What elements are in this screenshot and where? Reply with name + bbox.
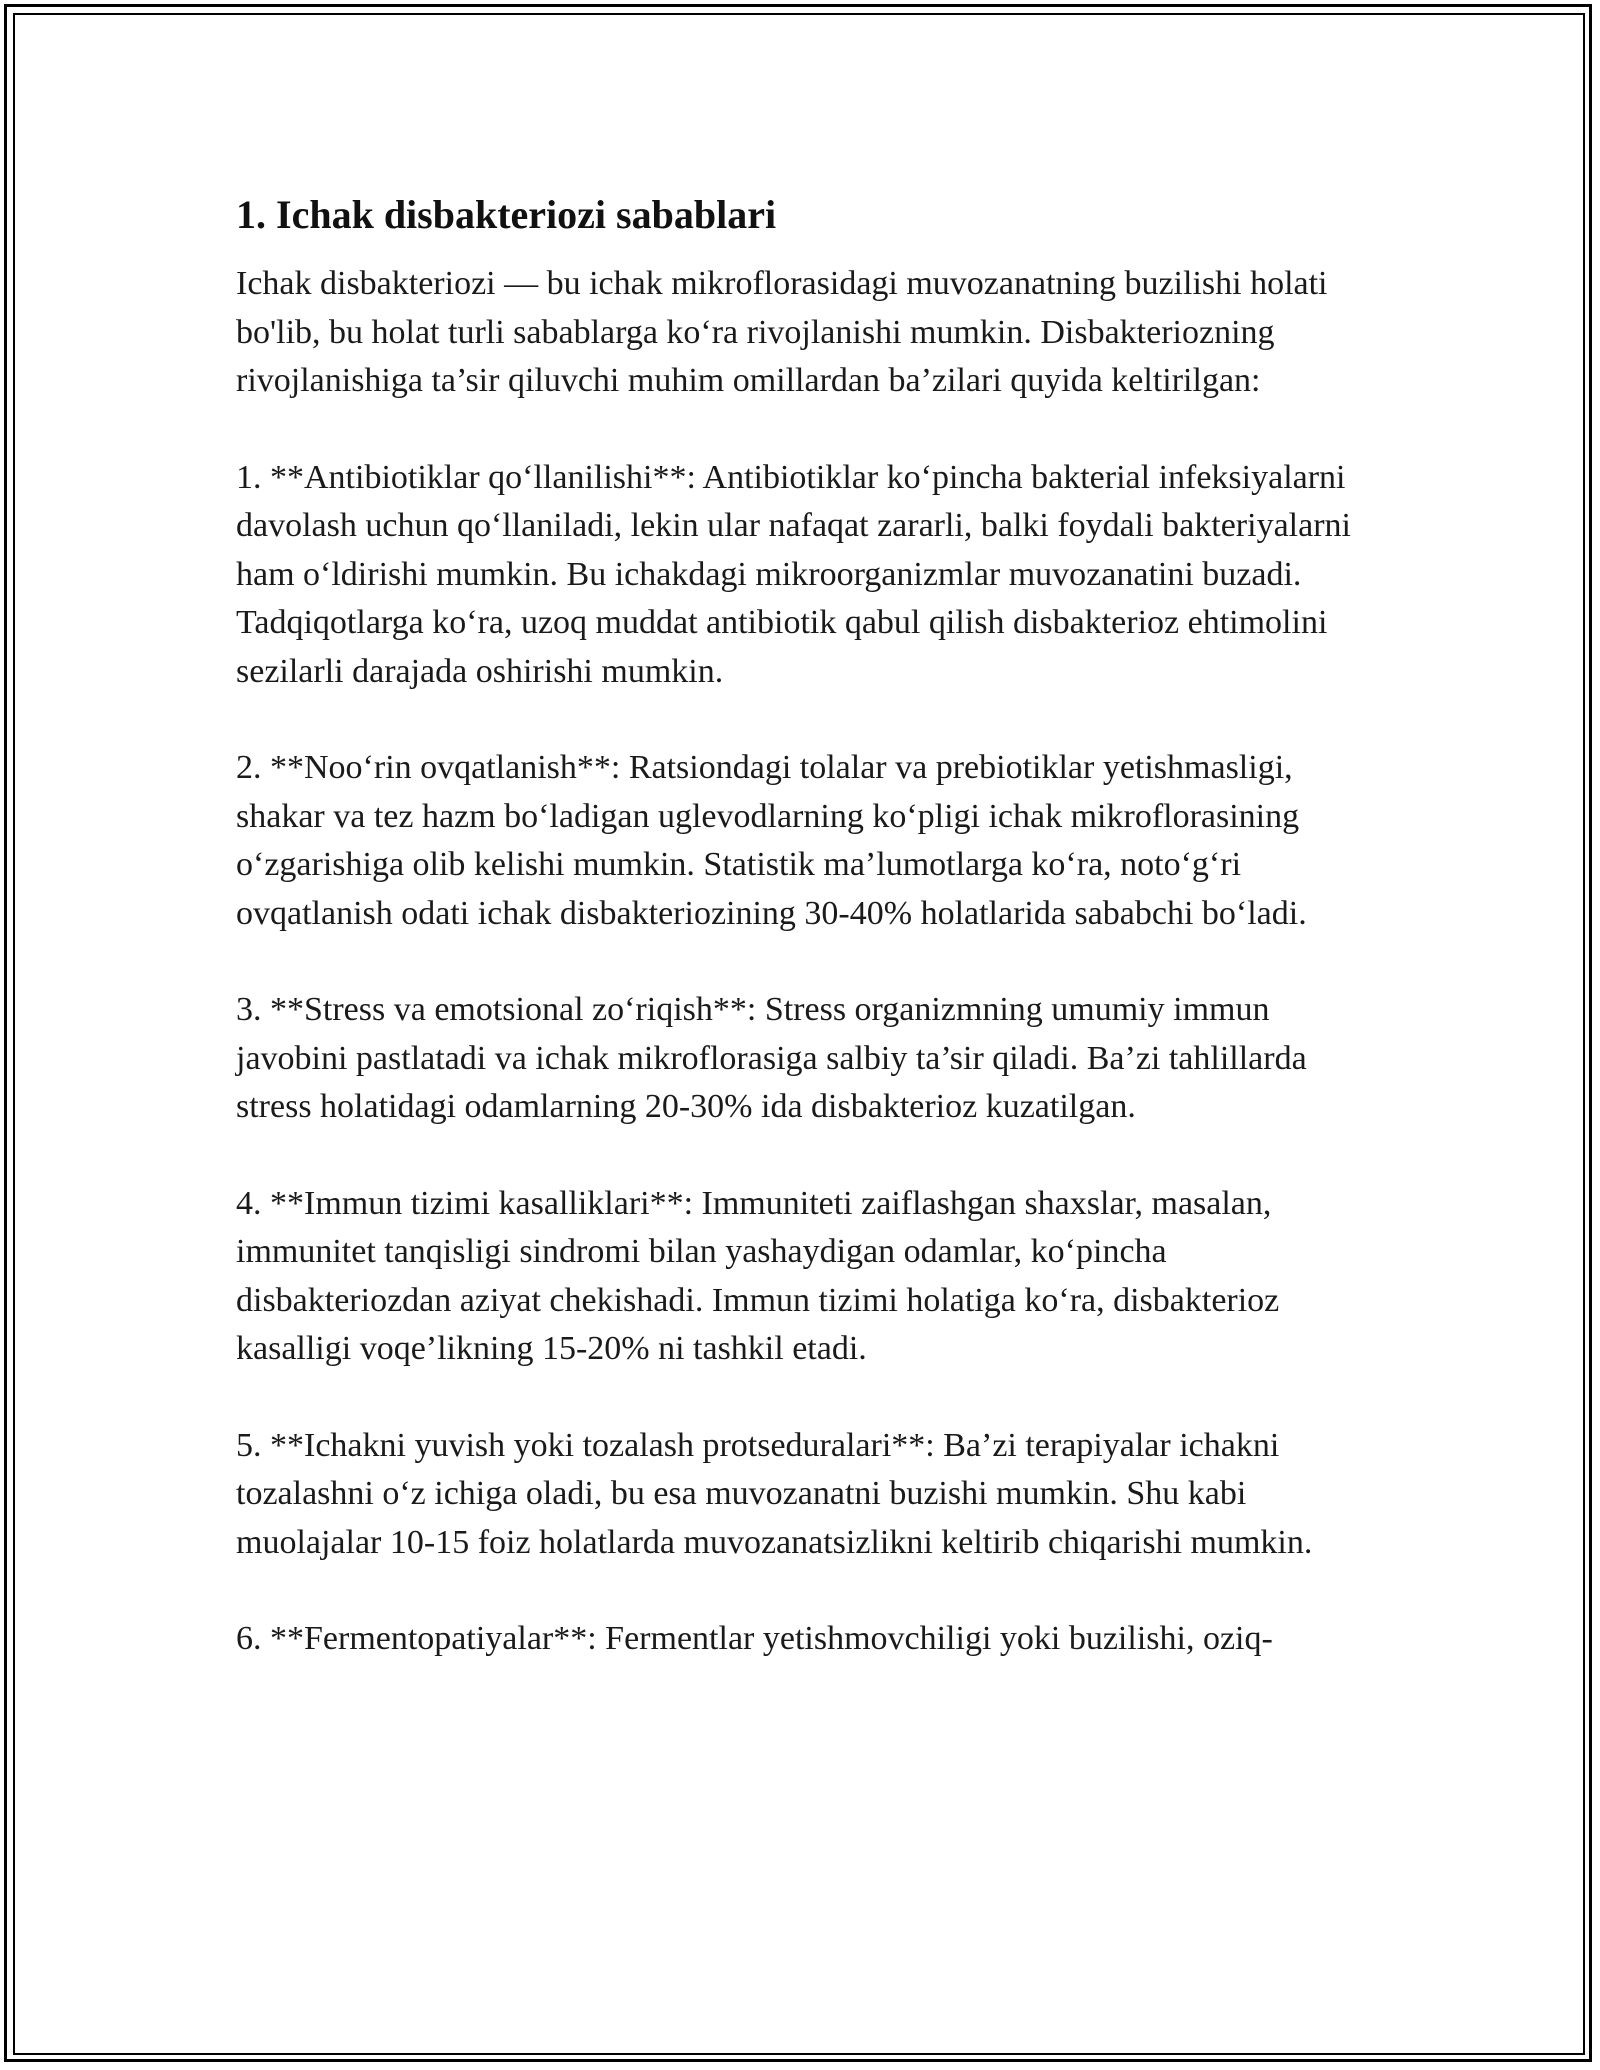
- list-item-antibiotics: 1. **Antibiotiklar qo‘llanilishi**: Antibiotiklar ko‘pincha bakterial infeksiyalarni davolash uchun qo‘llaniladi, lekin ular nafaqat zararli, balki foydali bakteriyalarni ham o‘ldirishi mumkin. Bu ichakdagi mikroorganizmlar muvozanatini buzadi. Tadqiqotlarga ko‘ra, uzoq muddat antibiotik qabul qilish disbakterioz ehtimolini sezilarli darajada oshirishi mumkin.: [236, 458, 1351, 690]
- list-item-fermentopathy: 6. **Fermentopatiyalar**: Fermentlar yetishmovchiligi yoki buzilishi, oziq-: [236, 1620, 1273, 1657]
- intro-paragraph: Ichak disbakteriozi — bu ichak mikroflorasidagi muvozanatning buzilishi holati bo'lib, bu holat turli sabablarga ko‘ra rivojlanishi mumkin. Disbakteriozning rivojlanishiga ta’sir qiluvchi muhim omillardan ba’zilari quyida keltirilgan:: [236, 265, 1328, 399]
- list-item-immune: 4. **Immun tizimi kasalliklari**: Immuniteti zaiflashgan shaxslar, masalan, immunitet tanqisligi sindromi bilan yashaydigan odamlar, ko‘pincha disbakteriozdan aziyat chekishadi. Immun tizimi holatiga ko‘ra, disbakterioz kasalligi voqe’likning 15-20% ni tashkil etadi.: [236, 1184, 1280, 1367]
- list-item-nutrition: 2. **Noo‘rin ovqatlanish**: Ratsiondagi tolalar va prebiotiklar yetishmasligi, shakar va tez hazm bo‘ladigan uglevodlarning ko‘pligi ichak mikroflorasining o‘zgarishiga olib kelishi mumkin. Statistik ma’lumotlarga ko‘ra, noto‘g‘ri ovqatlanish odati ichak disbakteriozining 30-40% holatlarida sababchi bo‘ladi.: [236, 749, 1307, 932]
- list-item-stress: 3. **Stress va emotsional zo‘riqish**: Stress organizmning umumiy immun javobini pastlatadi va ichak mikroflorasiga salbiy ta’sir qiladi. Ba’zi tahlillarda stress holatidagi odamlarning 20-30% ida disbakterioz kuzatilgan.: [236, 991, 1307, 1125]
- document-page: [236, 190, 1386, 1712]
- section-title: 1. Ichak disbakteriozi sabablari: [236, 192, 777, 237]
- list-item-cleansing: 5. **Ichakni yuvish yoki tozalash protseduralari**: Ba’zi terapiyalar ichakni tozalashni o‘z ichiga oladi, bu esa muvozanatni buzishi mumkin. Shu kabi muolajalar 10-15 foiz holatlarda muvozanatsizlikni keltirib chiqarishi mumkin.: [236, 1426, 1313, 1561]
